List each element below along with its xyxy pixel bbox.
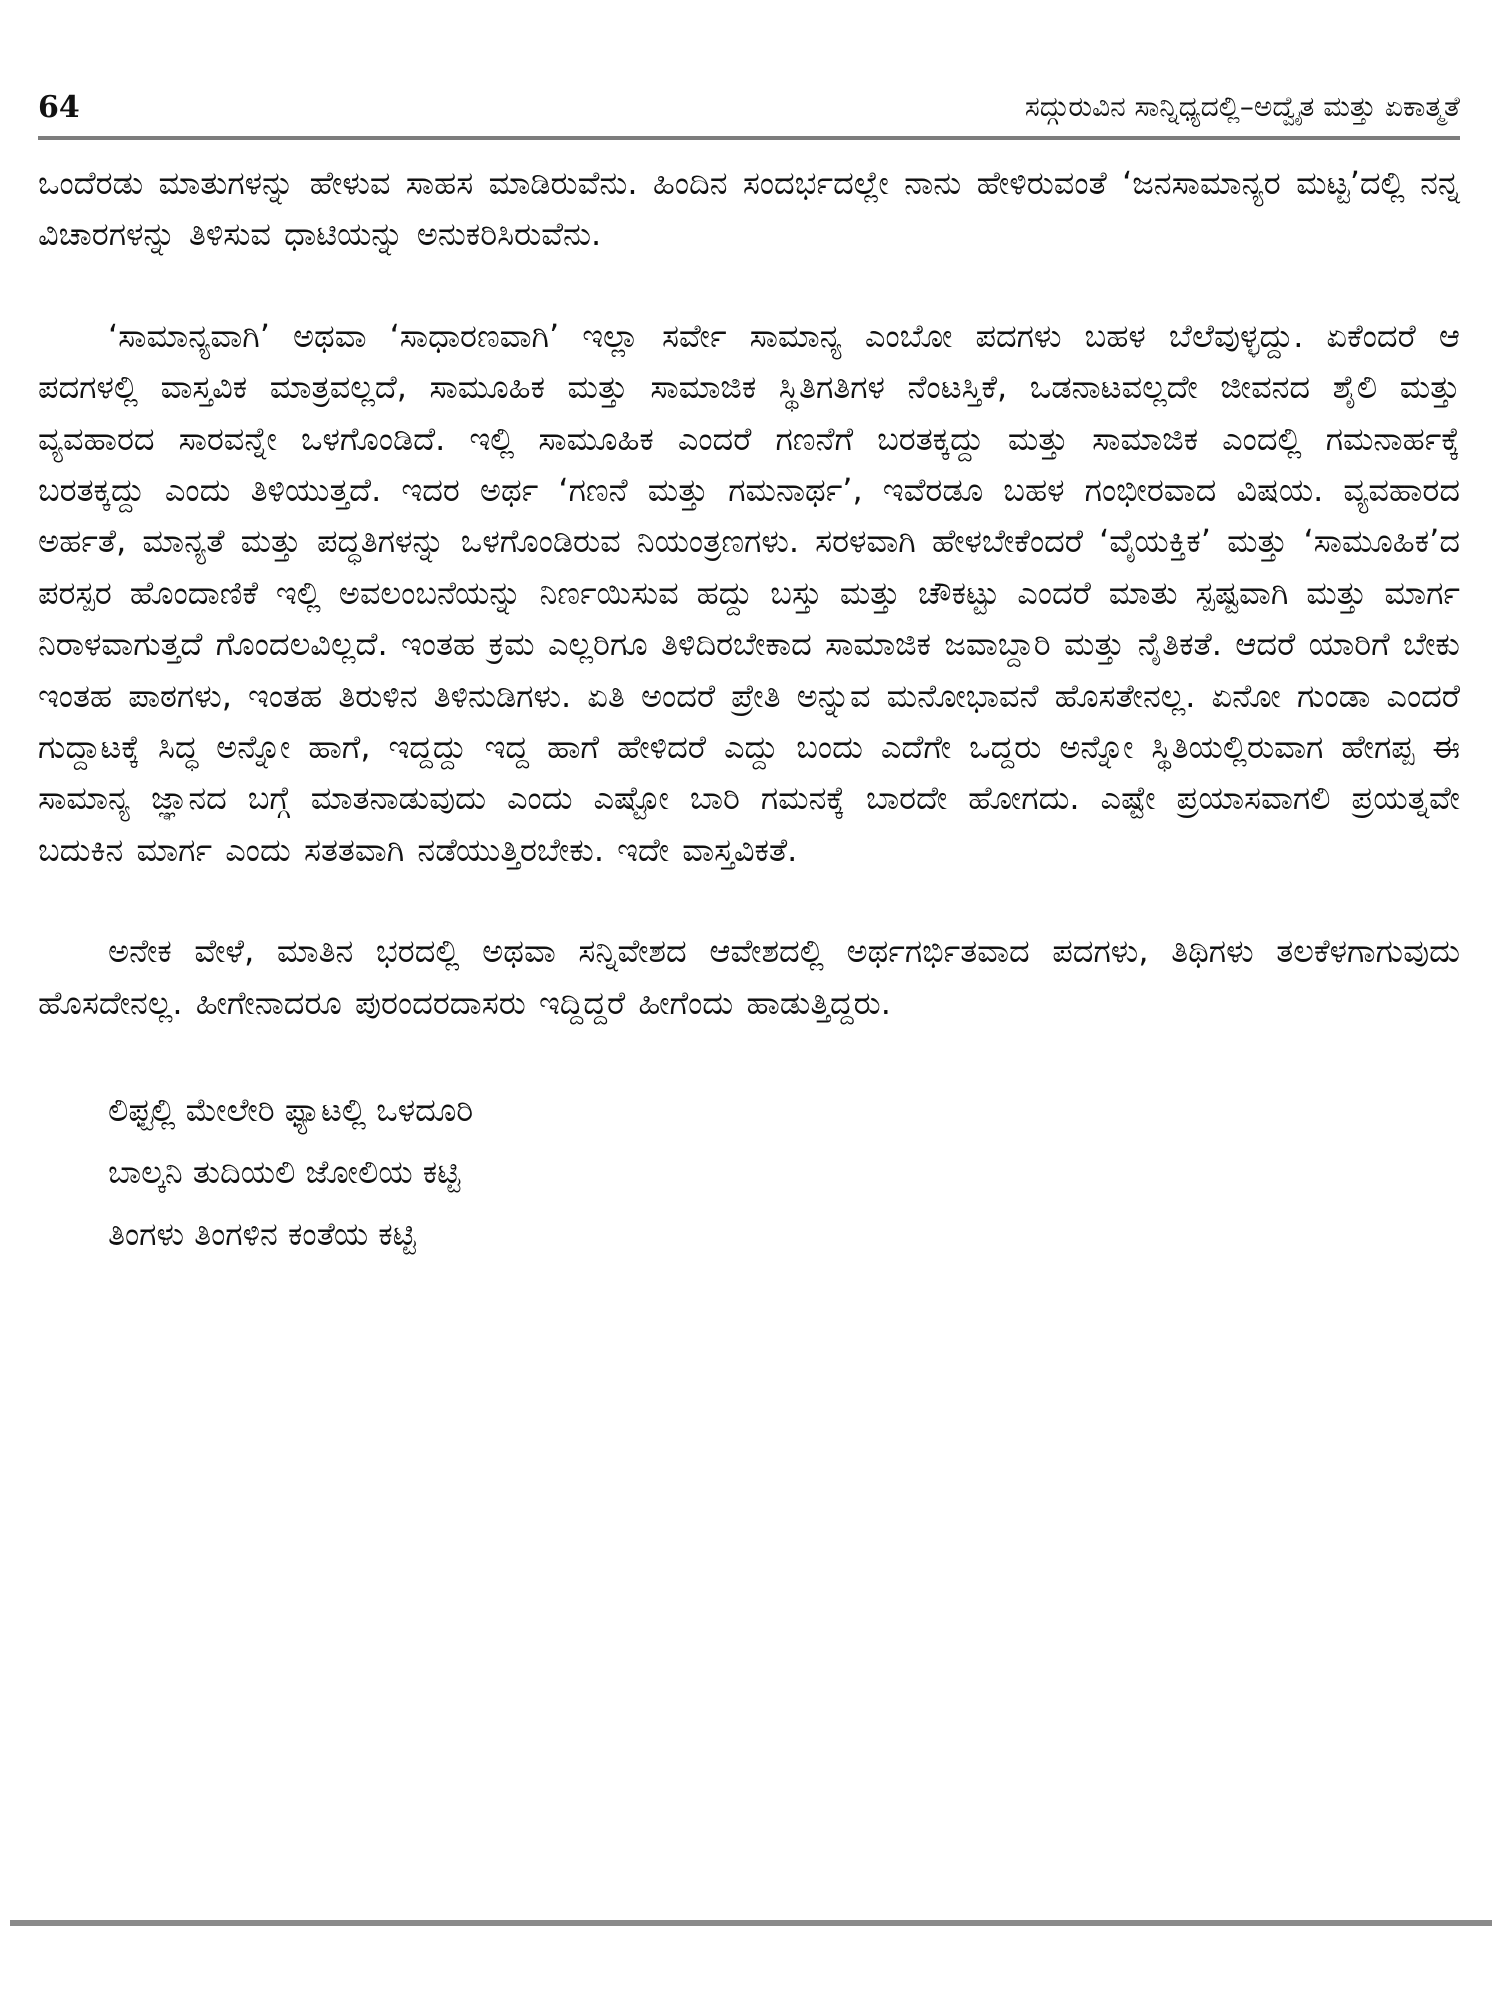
page-header bbox=[38, 88, 1460, 140]
running-title: ಸದ್ಗುರುವಿನ ಸಾನ್ನಿಧ್ಯದಲ್ಲಿ–ಅದ್ವೈತ ಮತ್ತು ಏಕಾತ್ಮತೆ bbox=[1024, 90, 1460, 123]
paragraph-common-sense: ‘ಸಾಮಾನ್ಯವಾಗಿ’ ಅಥವಾ ‘ಸಾಧಾರಣವಾಗಿ’ ಇಲ್ಲಾ ಸರ್ವೇ ಸಾಮಾನ್ಯ ಎಂಬೋ ಪದಗಳು ಬಹಳ ಬೆಲೆವುಳ್ಳದ್ದು. ಏಕೆಂದರೆ ಆ ಪದಗಳಲ್ಲಿ ವಾಸ್ತವಿಕ ಮಾತ್ರವಲ್ಲದೆ, ಸಾಮೂಹಿಕ ಮತ್ತು ಸಾಮಾಜಿಕ ಸ್ಥಿತಿಗತಿಗಳ ನೆಂಟಸ್ತಿಕೆ, ಒಡನಾಟವಲ್ಲದೇ ಜೀವನದ ಶೈಲಿ ಮತ್ತು ವ್ಯವಹಾರದ ಸಾರವನ್ನೇ ಒಳಗೊಂಡಿದೆ. ಇಲ್ಲಿ ಸಾಮೂಹಿಕ ಎಂದರೆ ಗಣನೆಗೆ ಬರತಕ್ಕದ್ದು ಮತ್ತು ಸಾಮಾಜಿಕ ಎಂದಲ್ಲಿ ಗಮನಾರ್ಹಕ್ಕೆ ಬರತಕ್ಕದ್ದು ಎಂದು ತಿಳಿಯುತ್ತದೆ. ಇದರ ಅರ್ಥ ‘ಗಣನೆ ಮತ್ತು ಗಮನಾರ್ಥ’, ಇವೆರಡೂ ಬಹಳ ಗಂಭೀರವಾದ ವಿಷಯ. ವ್ಯವಹಾರದ ಅರ್ಹತೆ, ಮಾನ್ಯತೆ ಮತ್ತು ಪದ್ಧತಿಗಳನ್ನು ಒಳಗೊಂಡಿರುವ ನಿಯಂತ್ರಣಗಳು. ಸರಳವಾಗಿ ಹೇಳಬೇಕೆಂದರೆ ‘ವೈಯಕ್ತಿಕ’ ಮತ್ತು ‘ಸಾಮೂಹಿಕ’ದ ಪರಸ್ಪರ ಹೊಂದಾಣಿಕೆ ಇಲ್ಲಿ ಅವಲಂಬನೆಯನ್ನು ನಿರ್ಣಯಿಸುವ ಹದ್ದು ಬಸ್ತು ಮತ್ತು ಚೌಕಟ್ಟು ಎಂದರೆ ಮಾತು ಸ್ಪಷ್ಟವಾಗಿ ಮತ್ತು ಮಾರ್ಗ ನಿರಾಳವಾಗುತ್ತದೆ ಗೊಂದಲವಿಲ್ಲದೆ. ಇಂತಹ ಕ್ರಮ ಎಲ್ಲರಿಗೂ ತಿಳಿದಿರಬೇಕಾದ ಸಾಮಾಜಿಕ ಜವಾಬ್ದಾರಿ ಮತ್ತು ನೈತಿಕತೆ. ಆದರೆ ಯಾರಿಗೆ ಬೇಕು ಇಂತಹ ಪಾಠಗಳು, ಇಂತಹ ತಿರುಳಿನ ತಿಳಿನುಡಿಗಳು. ಏತಿ ಅಂದರೆ ಪ್ರೇತಿ ಅನ್ನುವ ಮನೋಭಾವನೆ ಹೊಸತೇನಲ್ಲ. ಏನೋ ಗುಂಡಾ ಎಂದರೆ ಗುದ್ದಾಟಕ್ಕೆ ಸಿದ್ಧ ಅನ್ನೋ ಹಾಗೆ, ಇದ್ದದ್ದು ಇದ್ದ ಹಾಗೆ ಹೇಳಿದರೆ ಎದ್ದು ಬಂದು ಎದೆಗೇ ಒದ್ದರು ಅನ್ನೋ ಸ್ಥಿತಿಯಲ್ಲಿರುವಾಗ ಹೇಗಪ್ಪ ಈ ಸಾಮಾನ್ಯ ಜ್ಞಾನದ ಬಗ್ಗೆ ಮಾತನಾಡುವುದು ಎಂದು ಎಷ್ಟೋ ಬಾರಿ ಗಮನಕ್ಕೆ ಬಾರದೇ ಹೋಗದು. ಎಷ್ಟೇ ಪ್ರಯಾಸವಾಗಲಿ ಪ್ರಯತ್ನವೇ ಬದುಕಿನ ಮಾರ್ಗ ಎಂದು ಸತತವಾಗಿ ನಡೆಯುತ್ತಿರಬೇಕು. ಇದೇ ವಾಸ್ತವಿಕತೆ. bbox=[38, 316, 1460, 869]
page-body bbox=[38, 158, 1460, 1265]
footer-rule bbox=[10, 1920, 1492, 1926]
poem-block bbox=[38, 1079, 1460, 1265]
header-rule bbox=[38, 136, 1460, 140]
poem-line: ಬಾಲ್ಕನಿ ತುದಿಯಲಿ ಜೋಲಿಯ ಕಟ್ಟಿ bbox=[108, 1153, 461, 1192]
poem-line: ಲಿಫ್ಟಲ್ಲಿ ಮೇಲೇರಿ ಫ್ಯಾಟಲ್ಲಿ ಒಳದೂರಿ bbox=[108, 1091, 474, 1130]
paragraph-gap bbox=[38, 876, 1460, 926]
page-number: 64 bbox=[38, 90, 80, 125]
paragraph-continuation: ಒಂದೆರಡು ಮಾತುಗಳನ್ನು ಹೇಳುವ ಸಾಹಸ ಮಾಡಿರುವೆನು. ಹಿಂದಿನ ಸಂದರ್ಭದಲ್ಲೇ ನಾನು ಹೇಳಿರುವಂತೆ ‘ಜನಸಾಮಾನ್ಯರ ಮಟ್ಟ’ದಲ್ಲಿ ನನ್ನ ವಿಚಾರಗಳನ್ನು ತಿಳಿಸುವ ಧಾಟಿಯನ್ನು ಅನುಕರಿಸಿರುವೆನು. bbox=[38, 164, 1460, 254]
paragraph-purandaradasa: ಅನೇಕ ವೇಳೆ, ಮಾತಿನ ಭರದಲ್ಲಿ ಅಥವಾ ಸನ್ನಿವೇಶದ ಆವೇಶದಲ್ಲಿ ಅರ್ಥಗರ್ಭಿತವಾದ ಪದಗಳು, ತಿಥಿಗಳು ತಲಕೆಳಗಾಗುವುದು ಹೊಸದೇನಲ್ಲ. ಹೀಗೇನಾದರೂ ಪುರಂದರದಾಸರು ಇದ್ದಿದ್ದರೆ ಹೀಗೆಂದು ಹಾಡುತ್ತಿದ್ದರು. bbox=[38, 932, 1460, 1022]
paragraph-gap bbox=[38, 1029, 1460, 1079]
poem-line: ತಿಂಗಳು ತಿಂಗಳಿನ ಕಂತೆಯ ಕಟ್ಟಿ bbox=[108, 1215, 416, 1254]
paragraph-gap bbox=[38, 261, 1460, 311]
